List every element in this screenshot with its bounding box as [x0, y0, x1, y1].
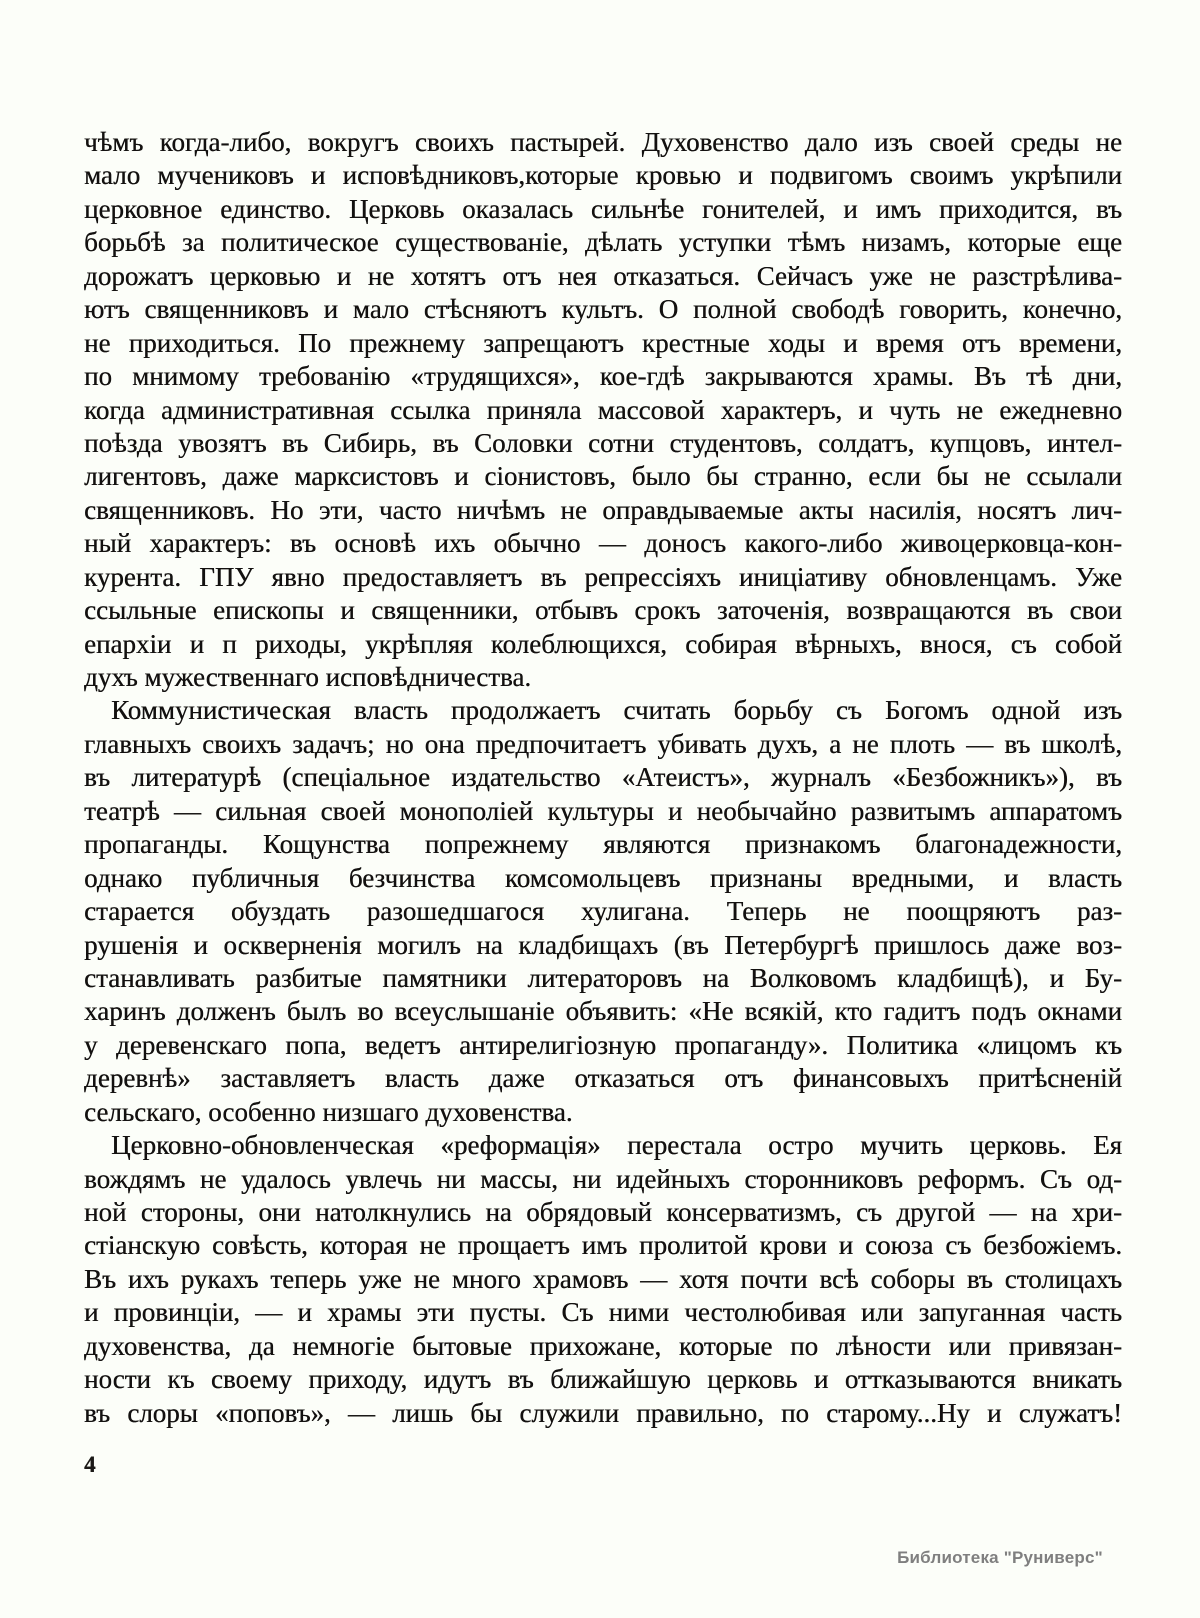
text-line: борьбѣ за политическое существованіе, дѣлать уступки тѣмъ низамъ, которые еще	[84, 227, 1122, 258]
text-line: ссыльные епископы и священники, отбывъ срокъ заточенія, возвращаются въ свои	[84, 595, 1122, 626]
text-line: сельскаго, особенно низшаго духовенства.	[84, 1096, 573, 1127]
paragraph	[84, 694, 1122, 1129]
text-line: лигентовъ, даже марксистовъ и сіонистовъ, было бы странно, если бы не ссылали	[84, 461, 1122, 492]
text-line: театрѣ — сильная своей монополіей культуры и необычайно развитымъ аппаратомъ	[84, 795, 1122, 826]
text-line: ный характеръ: въ основѣ ихъ обычно — доносъ какого-либо живоцерковца-кон-	[84, 528, 1122, 559]
text-line: ности къ своему приходу, идутъ въ ближайшую церковь и оттказываются вникать	[84, 1364, 1122, 1395]
text-line: въ слоры «поповъ», — лишь бы служили правильно, по старому...Ну и служатъ!	[84, 1397, 1122, 1428]
text-line: поѣзда увозятъ въ Сибирь, въ Соловки сотни студентовъ, солдатъ, купцовъ, интел-	[84, 427, 1122, 458]
page-number: 4	[84, 1452, 96, 1477]
text-line: главныхъ своихъ задачъ; но она предпочитаетъ убивать духъ, а не плоть — въ школѣ,	[84, 728, 1122, 759]
text-line: харинъ долженъ былъ во всеуслышаніе объявить: «Не всякій, кто гадитъ подъ окнами	[84, 996, 1122, 1027]
text-line: духовенства, да немногіе бытовые прихожане, которые по лѣности или привязан-	[84, 1330, 1122, 1361]
text-line: старается обуздать разошедшагося хулигана. Теперь не поощряютъ раз-	[84, 896, 1122, 927]
text-line: курента. ГПУ явно предоставляетъ въ репрессіяхъ иниціативу обновленцамъ. Уже	[84, 561, 1122, 592]
text-line: чѣмъ когда-либо, вокругъ своихъ пастырей. Духовенство дало изъ своей среды не	[84, 127, 1122, 157]
text-line: мало мучениковъ и исповѣдниковъ,которые кровью и подвигомъ своимъ укрѣпили	[84, 160, 1122, 191]
text-line: рушенія и оскверненія могилъ на кладбищахъ (въ Петербургѣ пришлось даже воз-	[84, 929, 1122, 960]
text-line: когда административная ссылка приняла массовой характеръ, и чуть не ежедневно	[84, 394, 1122, 425]
text-line: деревнѣ» заставляетъ власть даже отказаться отъ финансовыхъ притѣсненій	[84, 1063, 1122, 1094]
text-line: однако публичныя безчинства комсомольцевъ признаны вредными, и власть	[84, 862, 1122, 893]
library-watermark: Библиотека "Руниверс"	[897, 1548, 1103, 1567]
text-line: церковное единство. Церковь оказалась сильнѣе гонителей, и имъ приходится, въ	[84, 193, 1122, 224]
text-line: вождямъ не удалось увлечь ни массы, ни идейныхъ сторонниковъ реформъ. Съ од-	[84, 1163, 1122, 1194]
text-line: Церковно-обновленческая «реформація» перестала остро мучить церковь. Ея	[111, 1130, 1122, 1161]
page-text	[84, 126, 1122, 1430]
text-line: стіанскую совѣсть, которая не прощаетъ имъ пролитой крови и союза съ безбожіемъ.	[84, 1230, 1122, 1261]
text-line: и провинціи, — и храмы эти пусты. Съ ними честолюбивая или запуганная часть	[84, 1297, 1122, 1328]
text-line: епархіи и п риходы, укрѣпляя колеблющихся, собирая вѣрныхъ, внося, съ собой	[84, 628, 1122, 659]
text-line: ютъ священниковъ и мало стѣсняютъ культъ. О полной свободѣ говорить, конечно,	[84, 294, 1122, 325]
text-line: у деревенскаго попа, ведетъ антирелигіозную пропаганду». Политика «лицомъ къ	[84, 1029, 1122, 1060]
text-line: пропаганды. Кощунства попрежнему являются признакомъ благонадежности,	[84, 829, 1122, 860]
paragraph	[84, 126, 1122, 694]
text-line: станавливать разбитые памятники литераторовъ на Волковомъ кладбищѣ), и Бу-	[84, 962, 1122, 993]
text-line: Въ ихъ рукахъ теперь уже не много храмовъ — хотя почти всѣ соборы въ столицахъ	[84, 1263, 1122, 1294]
text-line: Коммунистическая власть продолжаетъ считать борьбу съ Богомъ одной изъ	[111, 695, 1122, 726]
text-line: по мнимому требованію «трудящихся», кое-гдѣ закрываются храмы. Въ тѣ дни,	[84, 361, 1122, 392]
text-line: духъ мужественнаго исповѣдничества.	[84, 662, 532, 692]
paragraph	[84, 1129, 1122, 1430]
text-line: не приходиться. По прежнему запрещаютъ крестные ходы и время отъ времени,	[84, 327, 1122, 358]
text-line: въ литературѣ (спеціальное издательство «Атеистъ», журналъ «Безбожникъ»), въ	[84, 762, 1122, 793]
text-line: дорожатъ церковью и не хотятъ отъ нея отказаться. Сейчасъ уже не разстрѣлива-	[84, 260, 1122, 291]
text-line: священниковъ. Но эти, часто ничѣмъ не оправдываемые акты насилія, носятъ лич-	[84, 494, 1122, 525]
text-line: ной стороны, они натолкнулись на обрядовый консерватизмъ, съ другой — на хри-	[84, 1197, 1122, 1227]
